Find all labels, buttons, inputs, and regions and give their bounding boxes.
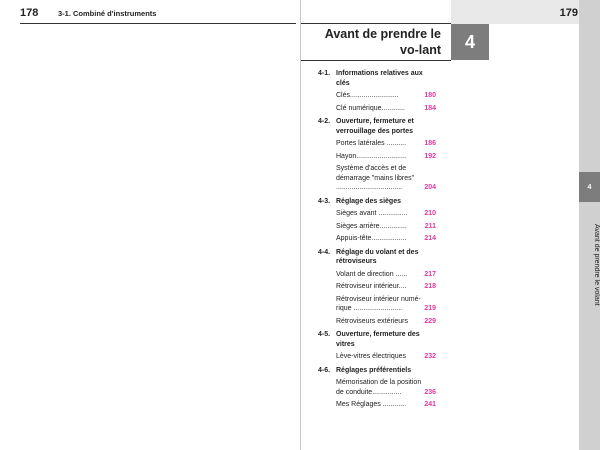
right-page-number: 179 — [559, 7, 578, 19]
toc-section-title: Ouverture, fermeture et verrouillage des portes — [336, 118, 414, 135]
toc-section — [318, 69, 436, 113]
toc-section-heading[interactable] — [318, 366, 436, 376]
toc-section-heading[interactable] — [318, 248, 436, 267]
toc-entry-page-number[interactable]: 192 — [424, 152, 436, 160]
table-of-contents — [318, 69, 436, 414]
toc-entry-page-number[interactable]: 184 — [424, 104, 436, 112]
right-header-rule — [301, 23, 451, 24]
toc-entry-label: Appuis-tête.................. — [336, 235, 407, 242]
toc-section — [318, 117, 436, 193]
toc-section-number: 4-5. — [318, 331, 331, 338]
left-section-title: 3-1. Combiné d'instruments — [58, 9, 157, 18]
toc-section — [318, 330, 436, 362]
toc-entry-label: Clé numérique............ — [336, 104, 405, 112]
toc-section-heading[interactable] — [318, 330, 436, 349]
toc-entry-page-number[interactable]: 211 — [424, 222, 436, 230]
toc-section — [318, 197, 436, 244]
toc-section-title: Informations relatives aux clés — [336, 70, 423, 87]
toc-entry-page-number[interactable]: 232 — [424, 353, 436, 360]
toc-entry-page-number[interactable]: 229 — [424, 317, 436, 325]
toc-section-number: 4-4. — [318, 248, 331, 256]
left-header-rule — [20, 23, 296, 24]
toc-entry[interactable] — [336, 282, 436, 292]
toc-entry[interactable] — [336, 139, 436, 149]
toc-section-title: Réglage des sièges — [336, 197, 401, 205]
toc-entry-page-number[interactable]: 236 — [424, 388, 436, 396]
toc-entry[interactable] — [336, 152, 436, 162]
toc-entry-page-number[interactable]: 204 — [424, 184, 436, 191]
chapter-number-box: 4 — [451, 24, 489, 60]
toc-entry-label: Volant de direction ...... — [336, 270, 408, 278]
toc-entry-page-number[interactable]: 180 — [424, 92, 436, 99]
side-tab-chapter-number[interactable]: 4 — [579, 172, 600, 202]
toc-entry-label: Lève-vitres électriques — [336, 353, 407, 360]
toc-entry[interactable] — [336, 234, 436, 244]
toc-section-heading[interactable] — [318, 69, 436, 88]
left-page-number: 178 — [20, 7, 39, 19]
toc-entry-label: Rétroviseur intérieur.... — [336, 283, 407, 290]
toc-entry-label: Mes Réglages ............ — [336, 401, 407, 408]
toc-entry[interactable] — [336, 209, 436, 219]
toc-entry-label: Sièges arrière.............. — [336, 222, 407, 230]
toc-section-number: 4-1. — [318, 70, 331, 77]
toc-entry[interactable] — [336, 400, 436, 410]
toc-entry-page-number[interactable]: 218 — [424, 283, 436, 290]
toc-entry[interactable] — [336, 91, 436, 101]
toc-entry-label: Portes latérales .......... — [336, 140, 407, 147]
toc-section-title: Réglages préférentiels — [336, 366, 412, 374]
toc-entry-page-number[interactable]: 186 — [424, 140, 436, 147]
toc-section-title: Ouverture, fermeture des vitres — [336, 331, 420, 348]
toc-entry[interactable] — [336, 295, 436, 314]
toc-entry-label: Hayon.......................... — [336, 152, 407, 160]
toc-section-number: 4-6. — [318, 366, 331, 374]
toc-section — [318, 366, 436, 410]
toc-entry-label: Sièges avant ............... — [336, 210, 408, 217]
toc-entry[interactable] — [336, 222, 436, 232]
right-page — [301, 0, 600, 450]
toc-section-number: 4-3. — [318, 197, 331, 205]
side-tab-text: Avant de prendre le volant — [593, 224, 600, 306]
toc-entry[interactable] — [336, 317, 436, 327]
toc-section — [318, 248, 436, 327]
toc-section-heading[interactable] — [318, 117, 436, 136]
toc-entry[interactable] — [336, 352, 436, 362]
toc-entry-page-number[interactable]: 219 — [424, 305, 436, 312]
toc-entry-page-number[interactable]: 241 — [424, 401, 436, 408]
toc-section-title: Réglage du volant et des rétroviseurs — [336, 248, 419, 265]
toc-entry[interactable] — [336, 378, 436, 397]
toc-entry-page-number[interactable]: 210 — [424, 210, 436, 217]
toc-entry-label: Système d'accès et de démarrage "mains libres" .................................. — [336, 165, 415, 191]
toc-entry[interactable] — [336, 104, 436, 114]
chapter-title-rule — [301, 60, 451, 61]
chapter-title: Avant de prendre le vo-lant — [324, 27, 441, 57]
toc-entry[interactable] — [336, 164, 436, 193]
toc-entry-page-number[interactable]: 217 — [424, 270, 436, 278]
toc-section-heading[interactable] — [318, 197, 436, 207]
toc-entry-label: Rétroviseur intérieur numé-rique ......................... — [336, 295, 421, 312]
toc-section-number: 4-2. — [318, 118, 331, 125]
toc-entry-label: Rétroviseurs extérieurs — [336, 317, 408, 325]
toc-entry-page-number[interactable]: 214 — [424, 235, 436, 242]
toc-entry[interactable] — [336, 270, 436, 280]
toc-entry-label: Mémorisation de la position de conduite............... — [336, 379, 422, 396]
toc-entry-label: Clés......................... — [336, 92, 399, 99]
